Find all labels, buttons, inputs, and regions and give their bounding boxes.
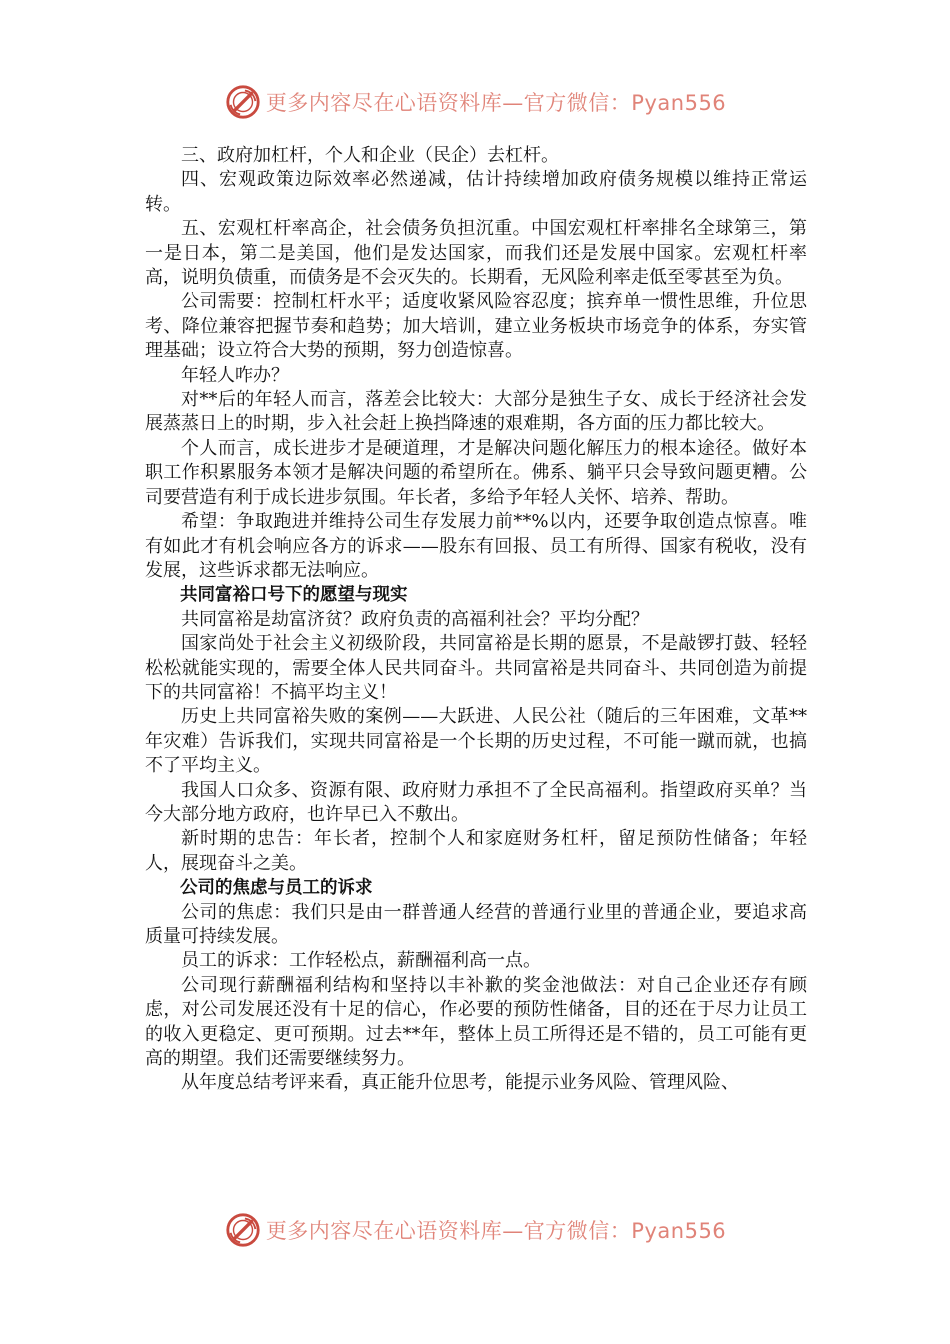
paragraph: 员工的诉求：工作轻松点，薪酬福利高一点。 [181, 950, 541, 972]
footer-watermark-text: 更多内容尽在心语资料库—官方微信：Pyan556 [265, 1219, 727, 1243]
paragraph: 公司需要：控制杠杆水平；适度收紧风险容忍度；摈弃单一惯性思维，升位思考、降位兼容把握节奏和趋势；加大培训，建立业务板块市场竞争的体系，夯实管理基础；设立符合大势的预期，努力创造惊喜。 [145, 291, 807, 362]
paragraph: 公司的焦虑：我们只是由一群普通人经营的普通行业里的普通企业，要追求高质量可持续发展。 [145, 901, 807, 947]
section-heading: 公司的焦虑与员工的诉求 [180, 878, 373, 899]
paragraph: 个人而言，成长进步才是硬道理，才是解决问题化解压力的根本途径。做好本职工作积累服务本领才是解决问题的希望所在。佛系、躺平只会导致问题更糟。公司要营造有利于成长进步氛围。年长者，多给予年轻人关怀、培养、帮助。 [145, 437, 807, 508]
paragraph: 希望：争取跑进并维持公司生存发展力前**%以内，还要争取创造点惊喜。唯有如此才有机会响应各方的诉求——股东有回报、员工有所得、国家有税收，没有发展，这些诉求都无法响应。 [145, 511, 807, 581]
footer-watermark [0, 1208, 950, 1252]
paragraph: 历史上共同富裕失败的案例——大跃进、人民公社（随后的三年困难，文革**年灾难）告诉我们，实现共同富裕是一个长期的历史过程，不可能一蹴而就，也搞不了平均主义。 [145, 706, 807, 777]
paragraph: 年轻人咋办？ [181, 364, 289, 386]
section-heading: 共同富裕口号下的愿望与现实 [180, 585, 408, 606]
paragraph: 国家尚处于社会主义初级阶段，共同富裕是长期的愿景，不是敲锣打鼓、轻轻松松就能实现的，需要全体人民共同奋斗。共同富裕是共同奋斗、共同创造为前提下的共同富裕！不搞平均主义！ [145, 633, 807, 703]
paragraph: 对**后的年轻人而言，落差会比较大：大部分是独生子女、成长于经济社会发展蒸蒸日上的时期，步入社会赶上换挡降速的艰难期，各方面的压力都比较大。 [145, 389, 807, 435]
paragraph: 我国人口众多、资源有限、政府财力承担不了全民高福利。指望政府买单？当今大部分地方政府，也许早已入不敷出。 [145, 779, 807, 825]
paragraph: 共同富裕是劫富济贫？政府负责的高福利社会？平均分配？ [181, 608, 649, 630]
stamp-logo-icon [224, 1211, 262, 1249]
stamp-logo-icon [224, 83, 262, 121]
paragraph: 公司现行薪酬福利结构和坚持以丰补歉的奖金池做法：对自己企业还存有顾虑，对公司发展还没有十足的信心，作必要的预防性储备，目的还在于尽力让员工的收入更稳定、更可预期。过去**年，整体上员工所得还是不错的，员工可能有更高的期望。我们还需要继续努力。 [145, 974, 807, 1070]
paragraph: 五、宏观杠杆率高企，社会债务负担沉重。中国宏观杠杆率排名全球第三，第一是日本，第二是美国，他们是发达国家，而我们还是发展中国家。宏观杠杆率高，说明负债重，而债务是不会灭失的。长期看，无风险利率走低至零甚至为负。 [145, 218, 807, 289]
header-watermark-text: 更多内容尽在心语资料库—官方微信：Pyan556 [265, 91, 727, 115]
header-watermark [0, 80, 950, 124]
paragraph: 新时期的忠告：年长者，控制个人和家庭财务杠杆，留足预防性储备；年轻人，展现奋斗之美。 [145, 828, 807, 874]
paragraph: 从年度总结考评来看，真正能升位思考，能提示业务风险、管理风险、 [181, 1072, 739, 1094]
paragraph: 三、政府加杠杆，个人和企业（民企）去杠杆。 [181, 145, 559, 166]
paragraph: 四、宏观政策边际效率必然递减，估计持续增加政府债务规模以维持正常运转。 [145, 169, 807, 215]
document-body [145, 144, 807, 1096]
